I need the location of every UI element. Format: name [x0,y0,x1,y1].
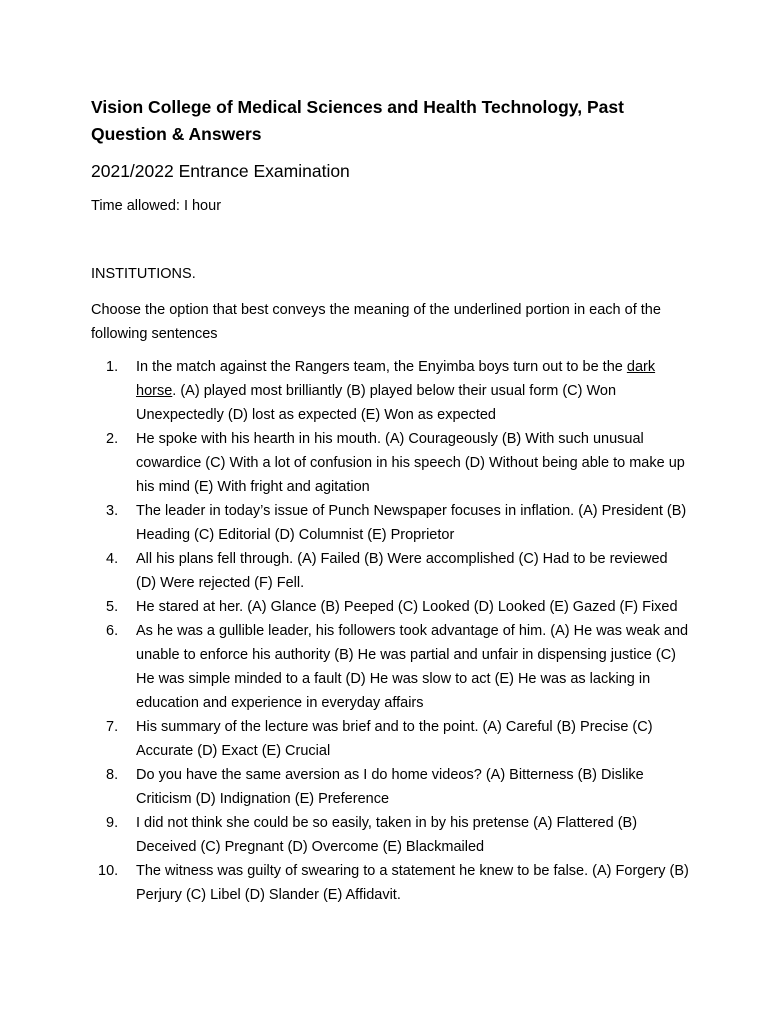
section-heading: INSTITUTIONS. [91,266,196,282]
underlined-phrase: dark horse [136,359,656,399]
question-text-after: . (A) played most brilliantly (B) played below their usual form (C) Won Unexpectedly (D) lost as expected (E) Won as expected [136,383,617,423]
question-text: He stared at her. (A) Glance (B) Peeped (C) Looked (D) Looked (E) Gazed (F) Fixed [136,599,678,615]
question-text: He spoke with his hearth in his mouth. (A) Courageously (B) With such unusual cowardice (C) With a lot of confusion in his speech (D) Without being able to make up his mind (E) With fright and agitation [136,431,685,495]
question-number: 10. [98,863,119,879]
question-number: 8. [106,767,119,783]
question-number: 3. [106,503,119,519]
question-item [91,595,691,619]
question-item [91,811,691,859]
question-text: All his plans fell through. (A) Failed (B) Were accomplished (C) Had to be reviewed (D) Were rejected (F) Fell. [136,551,668,591]
question-text: The witness was guilty of swearing to a statement he knew to be false. (A) Forgery (B) Perjury (C) Libel (D) Slander (E) Affidavit. [136,863,689,903]
question-text [136,359,655,423]
question-text: His summary of the lecture was brief and to the point. (A) Careful (B) Precise (C) Accurate (D) Exact (E) Crucial [136,719,653,759]
question-item [91,859,691,907]
question-item [91,763,691,811]
question-text-before: In the match against the Rangers team, the Enyimba boys turn out to be the [136,359,627,375]
question-number: 9. [106,815,119,831]
question-text: I did not think she could be so easily, taken in by his pretense (A) Flattered (B) Deceived (C) Pregnant (D) Overcome (E) Blackmailed [136,815,638,855]
question-item [91,547,691,595]
document-title: Vision College of Medical Sciences and Health Technology, Past Question & Answers [91,97,624,144]
question-item [91,715,691,763]
question-number: 6. [106,623,119,639]
time-allowed: Time allowed: I hour [91,198,222,214]
question-text: Do you have the same aversion as I do home videos? (A) Bitterness (B) Dislike Criticism (D) Indignation (E) Preference [136,767,644,807]
question-number: 2. [106,431,119,447]
question-number: 1. [106,359,119,375]
question-item [91,619,691,715]
exam-subtitle: 2021/2022 Entrance Examination [91,161,350,181]
question-item [91,427,691,499]
question-item [91,355,691,427]
question-item [91,499,691,547]
question-number: 5. [106,599,119,615]
question-number: 4. [106,551,119,567]
question-list [91,355,691,907]
question-number: 7. [106,719,119,735]
question-text: As he was a gullible leader, his followers took advantage of him. (A) He was weak and unable to enforce his authority (B) He was partial and unfair in dispensing justice (C) He was simple minded to a fault (D) He was slow to act (E) He was as lacking in education and experience in everyday affairs [136,623,689,711]
question-text: The leader in today’s issue of Punch Newspaper focuses in inflation. (A) President (B) Heading (C) Editorial (D) Columnist (E) Proprietor [136,503,687,543]
instruction-text: Choose the option that best conveys the meaning of the underlined portion in each of the following sentences [91,302,661,342]
